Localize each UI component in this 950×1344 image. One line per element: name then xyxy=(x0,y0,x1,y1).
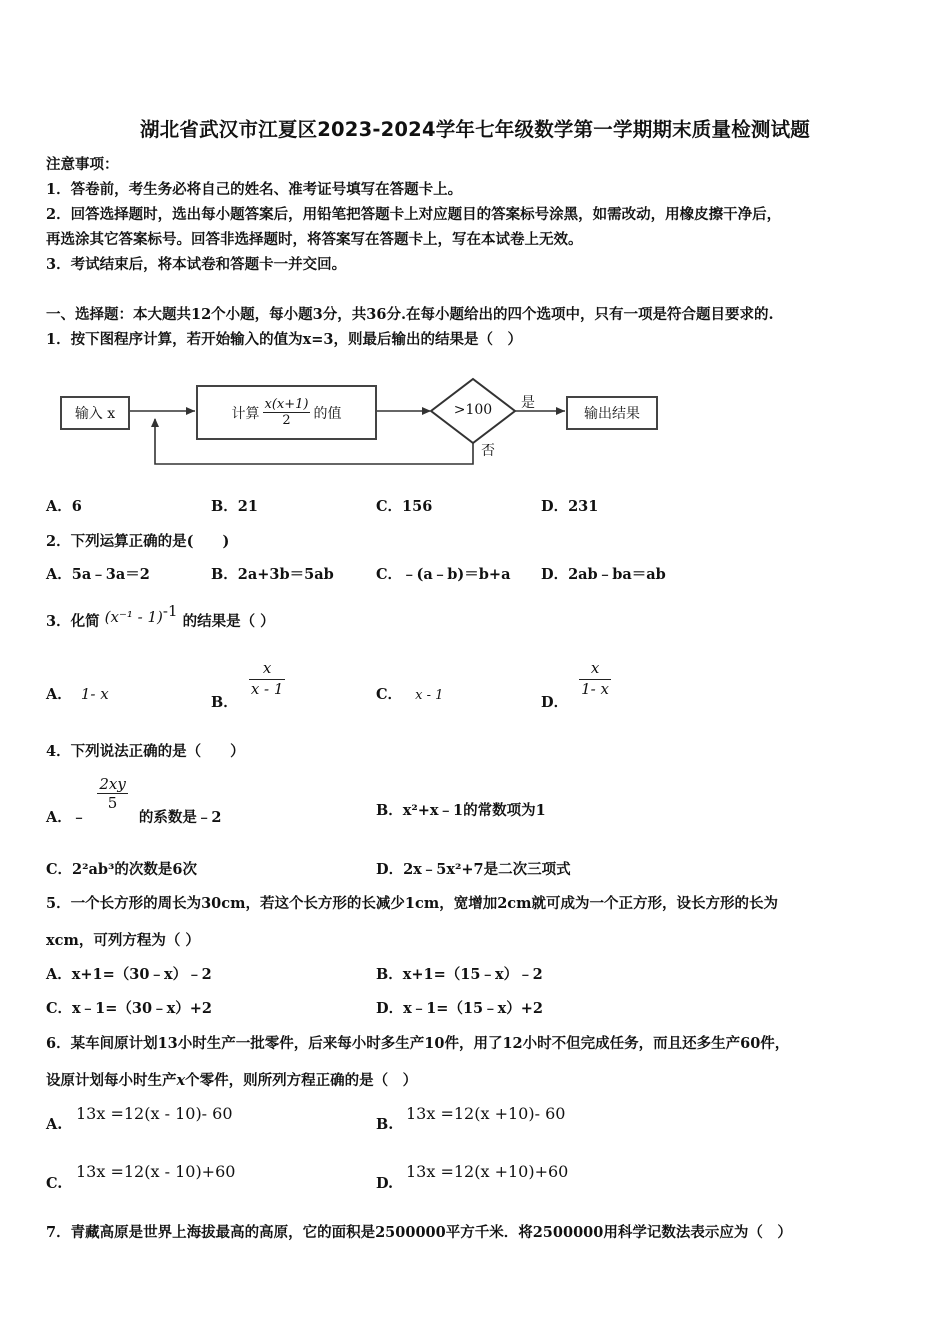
q3-option-a xyxy=(46,683,109,704)
q3-d-denominator: 1- x xyxy=(581,680,609,698)
q6-option-d-label: D. xyxy=(376,1175,394,1192)
q1-option-d: D．231 xyxy=(541,498,599,515)
q1-option-b: B．21 xyxy=(211,498,258,515)
q6-stem-b-var: x xyxy=(176,1072,186,1089)
q1-stem: 1．按下图程序计算，若开始输入的值为x=3，则最后输出的结果是（ ） xyxy=(46,331,522,348)
q3-exponent: -1 xyxy=(162,602,178,621)
q3-c-label: C． xyxy=(376,686,403,703)
flow-calc-box xyxy=(196,385,377,440)
flow-input-box: 输入 x xyxy=(60,396,130,430)
q6-option-b-label: B. xyxy=(376,1116,394,1133)
q3-option-c xyxy=(376,683,443,704)
q2-option-d: D．2ab﹣ba＝ab xyxy=(541,566,666,583)
q3-stem xyxy=(46,602,275,631)
q3-d-numerator: x xyxy=(590,659,600,677)
q6-option-d-equation: 13x =12(x +10)+60 xyxy=(406,1162,569,1181)
q7-stem: 7．青藏高原是世界上海拔最高的高原，它的面积是2500000平方千米．将2500000用科学记数法表示应为（ ） xyxy=(46,1224,792,1241)
q3-d-fraction xyxy=(579,659,611,698)
q6-option-a-label: A. xyxy=(46,1116,63,1133)
q4-option-a xyxy=(46,775,222,826)
notice-item-2a: 2．回答选择题时，选出每小题答案后，用铅笔把答题卡上对应题目的答案标号涂黑，如需改动，用橡皮擦干净后， xyxy=(46,206,782,223)
q5-option-b: B．x+1=（15﹣x）﹣2 xyxy=(376,966,543,983)
q5-option-a: A．x+1=（30﹣x）﹣2 xyxy=(46,966,212,983)
flow-calc-suffix: 的值 xyxy=(313,405,342,422)
flow-calc-fraction xyxy=(263,397,311,428)
flow-calc-denominator: 2 xyxy=(282,413,291,428)
flow-yes-label: 是 xyxy=(521,395,535,411)
q2-option-c: C．﹣(a﹣b)＝b+a xyxy=(376,566,511,583)
q3-suffix: 的结果是（ ） xyxy=(182,613,275,630)
q1-option-a: A．6 xyxy=(46,498,82,515)
notice-heading: 注意事项： xyxy=(46,156,119,173)
q3-option-b xyxy=(211,659,285,711)
q5-option-c: C．x﹣1=（30﹣x）+2 xyxy=(46,1000,212,1017)
flow-output-box: 输出结果 xyxy=(566,396,658,430)
q1-option-c: C．156 xyxy=(376,498,433,515)
q4-a-text: 的系数是﹣2 xyxy=(138,808,222,826)
q6-option-c-equation: 13x =12(x - 10)+60 xyxy=(76,1162,236,1181)
q4-a-label: A．﹣ xyxy=(46,808,87,826)
q6-stem-b-pre: 设原计划每小时生产 xyxy=(46,1072,177,1089)
q3-b-denominator: x - 1 xyxy=(250,680,284,698)
q6-stem-b xyxy=(46,1069,417,1090)
q3-a-label: A． xyxy=(46,686,72,703)
decision-diamond xyxy=(431,379,515,443)
q3-b-label: B． xyxy=(211,693,238,711)
page-title: 湖北省武汉市江夏区2023-2024学年七年级数学第一学期期末质量检测试题 xyxy=(139,118,811,141)
q4-a-denominator: 5 xyxy=(107,794,118,812)
notice-item-2b: 再选涂其它答案标号。回答非选择题时，将答案写在答题卡上，写在本试卷上无效。 xyxy=(46,231,583,248)
flow-calc-numerator: x(x+1) xyxy=(264,397,309,412)
flow-no-label: 否 xyxy=(481,443,495,459)
q3-option-d xyxy=(541,659,611,711)
q6-option-b-equation: 13x =12(x +10)- 60 xyxy=(406,1104,566,1123)
q4-option-b: B．x²+x﹣1的常数项为1 xyxy=(376,802,546,819)
q5-stem-a: 5．一个长方形的周长为30cm，若这个长方形的长减少1cm，宽增加2cm就可成为一个正方形，设长方形的长为 xyxy=(46,895,778,912)
q5-stem-b: xcm，可列方程为（ ） xyxy=(46,932,200,949)
q4-option-c: C．2²ab³的次数是6次 xyxy=(46,861,197,878)
q3-b-fraction xyxy=(249,659,286,698)
notice-item-1: 1．答卷前，考生务必将自己的姓名、准考证号填写在答题卡上。 xyxy=(46,181,463,198)
q3-c-value: x - 1 xyxy=(415,688,444,703)
q4-option-d: D．2x﹣5x²+7是二次三项式 xyxy=(376,861,571,878)
q3-d-label: D． xyxy=(541,693,569,711)
q4-stem: 4．下列说法正确的是（ ） xyxy=(46,743,245,760)
q4-a-fraction xyxy=(97,775,127,812)
q6-stem-a: 6．某车间原计划13小时生产一批零件，后来每小时多生产10件，用了12小时不但完成任务，而且还多生产60件， xyxy=(46,1035,790,1052)
q3-prefix: 3．化简 xyxy=(46,613,100,630)
section-1-heading: 一、选择题：本大题共12个小题，每小题3分，共36分.在每小题给出的四个选项中，只有一项是符合题目要求的. xyxy=(46,306,774,323)
q2-option-b: B．2a+3b＝5ab xyxy=(211,566,334,583)
q4-a-numerator: 2xy xyxy=(99,775,126,793)
q3-expression: (x⁻¹ - 1) xyxy=(104,608,163,626)
q3-b-numerator: x xyxy=(262,659,272,677)
q6-option-a-equation: 13x =12(x - 10)- 60 xyxy=(76,1104,233,1123)
notice-item-3: 3．考试结束后，将本试卷和答题卡一并交回。 xyxy=(46,256,347,273)
flow-calc-prefix: 计算 xyxy=(231,405,260,422)
q5-option-d: D．x﹣1=（15﹣x）+2 xyxy=(376,1000,544,1017)
q6-stem-b-post: 个零件，则所列方程正确的是（ ） xyxy=(185,1072,418,1089)
q2-stem: 2．下列运算正确的是( ) xyxy=(46,533,230,550)
q6-option-c-label: C. xyxy=(46,1175,63,1192)
q3-a-value: 1- x xyxy=(80,685,109,703)
flow-condition: >100 xyxy=(453,402,493,418)
q2-option-a: A．5a﹣3a＝2 xyxy=(46,566,150,583)
